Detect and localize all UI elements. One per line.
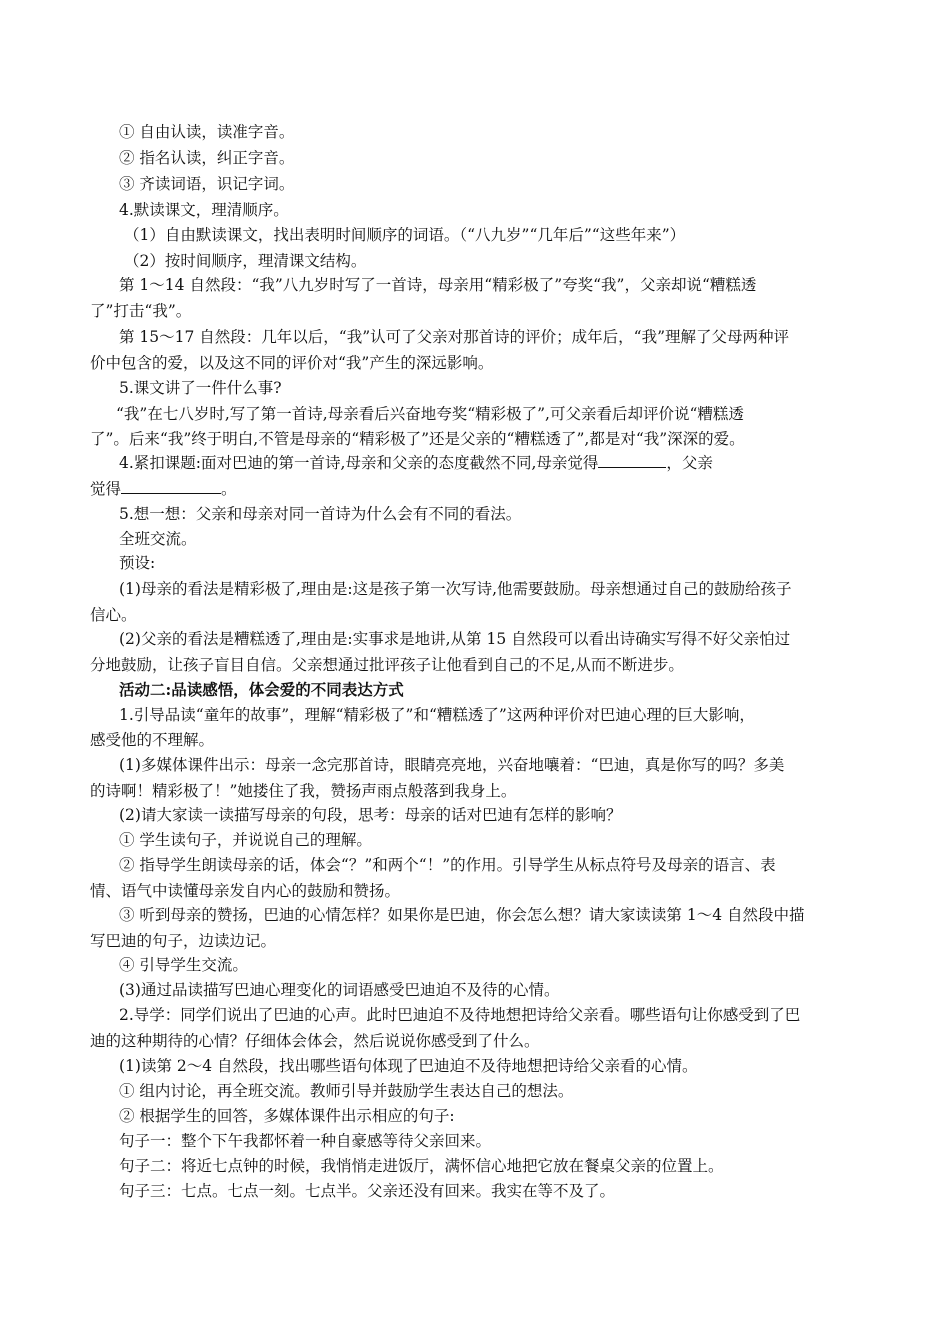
text-line: ② 指导学生朗读母亲的话，体会“？”和两个“！”的作用。引导学生从标点符号及母亲的语言、表: [119, 856, 776, 874]
text-line: ② 指名认读，纠正字音。: [119, 149, 295, 167]
text-line: ② 根据学生的回答，多媒体课件出示相应的句子:: [119, 1107, 455, 1125]
text-line: ③ 听到母亲的赞扬，巴迪的心情怎样？如果你是巴迪，你会怎么想？请大家读读第 1～4 自然段中描: [119, 906, 805, 924]
text-line: （2）按时间顺序，理清课文结构。: [124, 252, 367, 270]
text-line: 情、语气中读懂母亲发自内心的鼓励和赞扬。: [90, 882, 401, 900]
text-line: “我”在七八岁时,写了第一首诗,母亲看后兴奋地夸奖“精彩极了”,可父亲看后却评价说“糟糕透: [116, 405, 744, 423]
answer-blank: [121, 479, 221, 494]
text-line: 4.默读课文，理清顺序。: [119, 201, 289, 219]
text-line: 句子一：整个下午我都怀着一种自豪感等待父亲回来。: [119, 1132, 492, 1150]
text-line: 迪的这种期待的心情？仔细体会体会，然后说说你感受到了什么。: [90, 1032, 540, 1050]
text-line: 了”打击“我”。: [90, 302, 192, 320]
text-line: ① 组内讨论，再全班交流。教师引导并鼓励学生表达自己的想法。: [119, 1082, 574, 1100]
text-line: 的诗啊！精彩极了！”她搂住了我，赞扬声雨点般落到我身上。: [90, 782, 517, 800]
text-line: 2.导学：同学们说出了巴迪的心声。此时巴迪迫不及待地想把诗给父亲看。哪些语句让你感受到了巴: [119, 1006, 801, 1024]
text-line: 分地鼓励，让孩子盲目自信。父亲想通过批评孩子让他看到自己的不足,从而不断进步。: [90, 656, 684, 674]
text-line: 信心。: [90, 606, 137, 624]
text-line: (1)读第 2～4 自然段，找出哪些语句体现了巴迪迫不及待地想把诗给父亲看的心情。: [119, 1057, 698, 1075]
text-line: 价中包含的爱，以及这不同的评价对“我”产生的深远影响。: [90, 354, 494, 372]
text-line: (1)母亲的看法是精彩极了,理由是:这是孩子第一次写诗,他需要鼓励。母亲想通过自己的鼓励给孩子: [119, 580, 792, 598]
section-heading: 活动二:品读感悟，体会爱的不同表达方式: [119, 680, 404, 699]
text-line: 预设:: [119, 554, 156, 572]
text-line: 5.课文讲了一件什么事?: [119, 379, 282, 397]
fill-in-line: [119, 453, 899, 473]
text-line: ③ 齐读词语，识记字词。: [119, 175, 295, 193]
text-line: 感受他的不理解。: [90, 731, 215, 749]
text-line: （1）自由默读课文，找出表明时间顺序的词语。（“八九岁”“几年后”“这些年来”）: [124, 226, 686, 244]
text-line: 1.引导品读“童年的故事”，理解“精彩极了”和“糟糕透了”这两种评价对巴迪心理的巨大影响，: [119, 706, 755, 724]
text-line: (2)父亲的看法是糟糕透了,理由是:实事求是地讲,从第 15 自然段可以看出诗确实写得不好父亲怕过: [119, 630, 791, 648]
text-line: 第 15～17 自然段：几年以后，“我”认可了父亲对那首诗的评价；成年后，“我”理解了父母两种评: [119, 328, 789, 346]
text-line: (3)通过品读描写巴迪心理变化的词语感受巴迪迫不及待的心情。: [119, 981, 560, 999]
answer-blank: [598, 453, 666, 468]
fill-in-line: [90, 479, 870, 499]
text-segment: 觉得: [90, 480, 122, 498]
text-line: 第 1～14 自然段：“我”八九岁时写了一首诗，母亲用“精彩极了”夸奖“我”，父亲却说“糟糕透: [119, 276, 757, 294]
text-segment: 4.紧扣课题:面对巴迪的第一首诗,母亲和父亲的态度截然不同,母亲觉得: [119, 454, 599, 472]
text-line: 了”。后来“我”终于明白,不管是母亲的“精彩极了”还是父亲的“糟糕透了”,都是对“我”深深的爱。: [90, 430, 745, 448]
text-segment: 。: [221, 480, 237, 498]
text-line: (1)多媒体课件出示：母亲一念完那首诗，眼睛亮亮地，兴奋地嚷着：“巴迪，真是你写的吗？多美: [119, 756, 785, 774]
text-line: 全班交流。: [119, 530, 197, 548]
text-line: 5.想一想：父亲和母亲对同一首诗为什么会有不同的看法。: [119, 505, 522, 523]
text-line: 写巴迪的句子，边读边记。: [90, 932, 277, 950]
text-line: 句子三：七点。七点一刻。七点半。父亲还没有回来。我实在等不及了。: [119, 1182, 616, 1200]
text-line: 句子二：将近七点钟的时候，我悄悄走进饭厅，满怀信心地把它放在餐桌父亲的位置上。: [119, 1157, 724, 1175]
text-line: (2)请大家读一读描写母亲的句段，思考：母亲的话对巴迪有怎样的影响？: [119, 806, 622, 824]
text-line: ④ 引导学生交流。: [119, 956, 248, 974]
text-line: ① 学生读句子，并说说自己的理解。: [119, 831, 372, 849]
text-segment: ，父亲: [666, 454, 713, 472]
text-line: ① 自由认读，读准字音。: [119, 123, 295, 141]
